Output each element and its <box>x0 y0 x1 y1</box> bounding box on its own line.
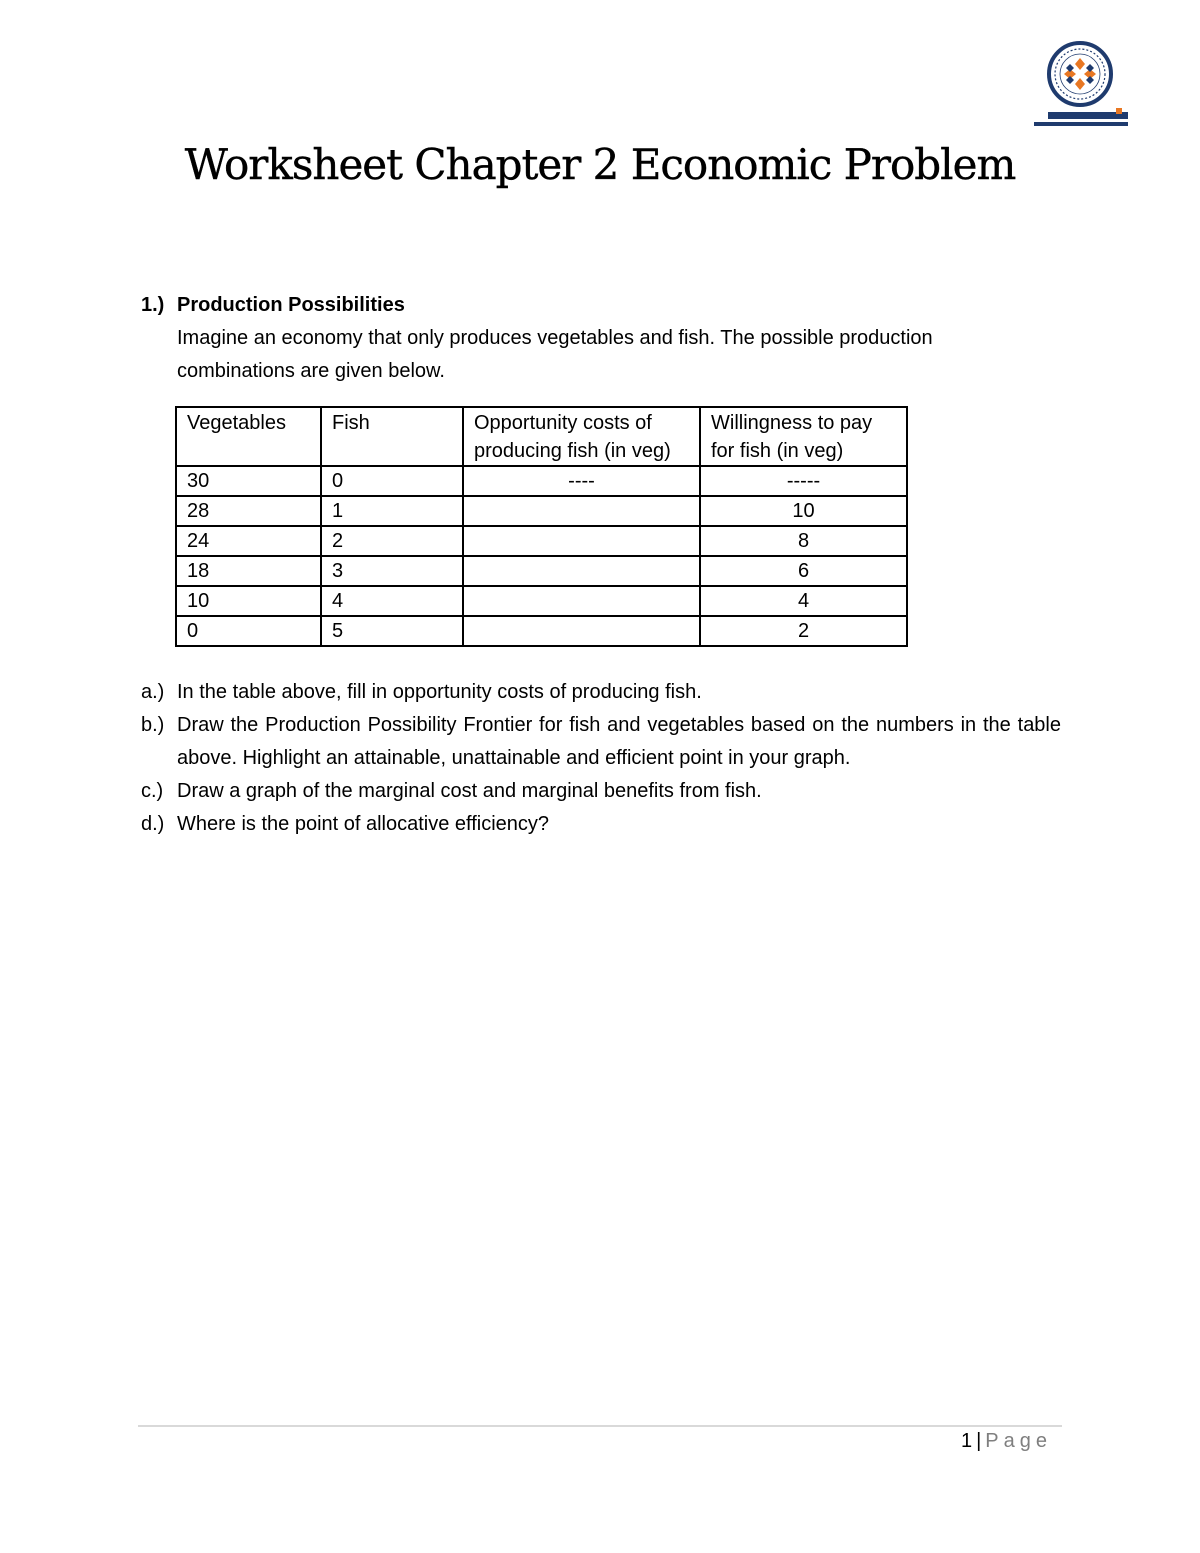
question-text: In the table above, fill in opportunity costs of producing fish. <box>177 681 702 703</box>
cell-fish: 3 <box>321 556 463 586</box>
page-separator: | <box>976 1430 982 1452</box>
table-row <box>176 526 907 556</box>
cell-vegetables: 24 <box>176 526 321 556</box>
question-text: Where is the point of allocative efficiency? <box>177 813 550 835</box>
section-intro: Imagine an economy that only produces vegetables and fish. The possible production combinations are given below. <box>177 327 933 382</box>
page-footer <box>961 1430 1052 1453</box>
cell-willingness: 6 <box>700 556 907 586</box>
question-a <box>141 676 1061 709</box>
cell-fish: 2 <box>321 526 463 556</box>
cell-willingness: 10 <box>700 496 907 526</box>
table-row <box>176 556 907 586</box>
cell-vegetables: 28 <box>176 496 321 526</box>
cell-opportunity-cost[interactable] <box>463 616 700 646</box>
college-logo <box>1030 38 1130 130</box>
page-number: 1 <box>960 1430 973 1452</box>
cell-fish: 0 <box>321 466 463 496</box>
cell-vegetables: 18 <box>176 556 321 586</box>
question-c <box>141 775 1061 808</box>
section-production-possibilities <box>141 289 1071 388</box>
question-letter: c.) <box>141 780 164 802</box>
cell-opportunity-cost[interactable] <box>463 556 700 586</box>
section-heading-text: Production Possibilities <box>177 294 405 316</box>
question-list <box>141 676 1061 841</box>
cell-willingness: 8 <box>700 526 907 556</box>
cell-opportunity-cost[interactable] <box>463 496 700 526</box>
footer-divider <box>138 1425 1062 1427</box>
cell-opportunity-cost[interactable]: ---- <box>463 466 700 496</box>
cell-fish: 1 <box>321 496 463 526</box>
question-letter: a.) <box>141 681 165 703</box>
production-possibilities-table <box>175 406 908 647</box>
section-heading <box>141 289 1071 322</box>
header-willingness-to-pay: Willingness to pay for fish (in veg) <box>700 407 907 466</box>
cell-willingness: 4 <box>700 586 907 616</box>
cell-fish: 5 <box>321 616 463 646</box>
cell-opportunity-cost[interactable] <box>463 526 700 556</box>
header-vegetables: Vegetables <box>176 407 321 466</box>
college-seal-icon <box>1034 43 1128 126</box>
cell-willingness: 2 <box>700 616 907 646</box>
question-text: Draw the Production Possibility Frontier for fish and vegetables based on the numbers in the table above. Highlight an attainable, unattainable and efficient point in your graph. <box>177 714 1061 769</box>
header-opportunity-costs: Opportunity costs of producing fish (in veg) <box>463 407 700 466</box>
cell-vegetables: 0 <box>176 616 321 646</box>
table-row <box>176 586 907 616</box>
cell-opportunity-cost[interactable] <box>463 586 700 616</box>
table-header-row <box>176 407 907 466</box>
cell-willingness: ----- <box>700 466 907 496</box>
cell-vegetables: 10 <box>176 586 321 616</box>
question-text: Draw a graph of the marginal cost and marginal benefits from fish. <box>177 780 762 802</box>
question-b <box>141 709 1061 775</box>
page-word: Page <box>985 1430 1052 1452</box>
table-row <box>176 466 907 496</box>
cell-vegetables: 30 <box>176 466 321 496</box>
cell-fish: 4 <box>321 586 463 616</box>
section-number: 1.) <box>141 294 165 316</box>
question-letter: b.) <box>141 714 165 736</box>
page-title: Worksheet Chapter 2 Economic Problem <box>184 140 1016 189</box>
table-row <box>176 496 907 526</box>
question-d <box>141 808 1061 841</box>
question-letter: d.) <box>141 813 165 835</box>
header-fish: Fish <box>321 407 463 466</box>
table-row <box>176 616 907 646</box>
